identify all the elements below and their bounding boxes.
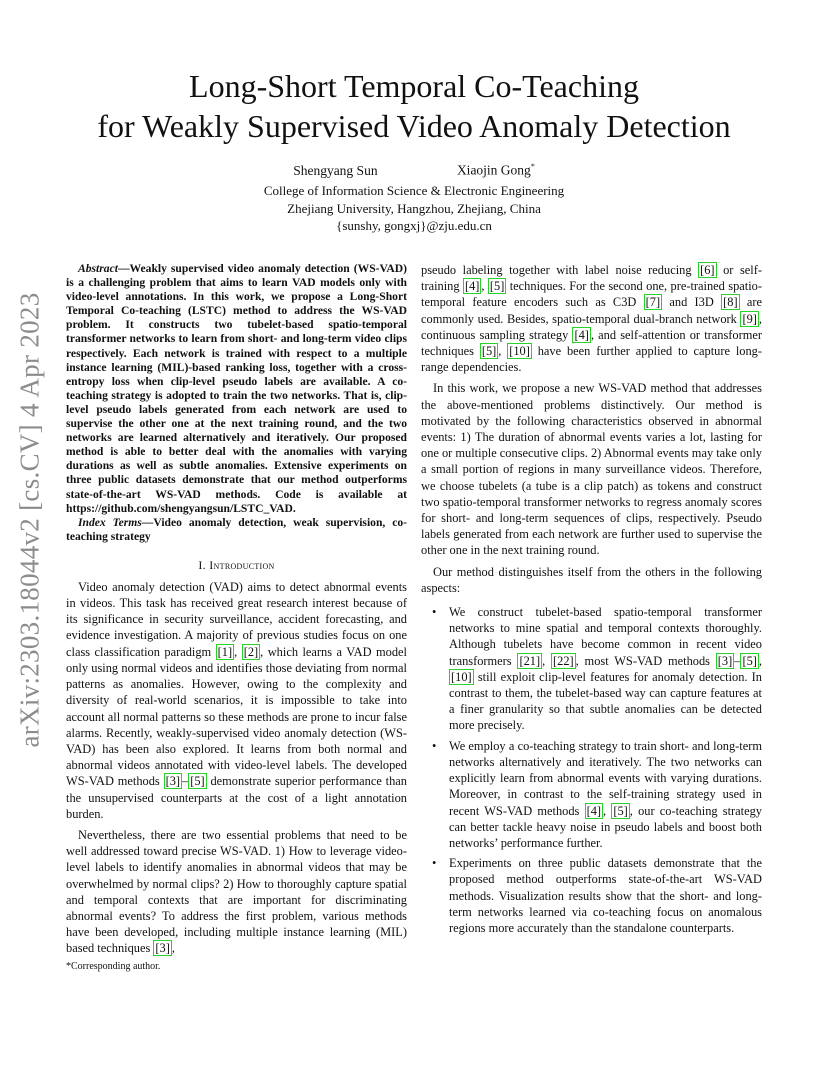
citation-link[interactable]: [5] [742, 653, 757, 668]
authors [60, 162, 768, 179]
right-paragraph-1: pseudo labeling together with label noise reducing [6] or self-training [4] , [5] techniques. For the second one, pre-trained spatio-temporal feature encoders such as C3D [7] and I3D [8] are commonly used. Besides, spatio-temporal dual-branch network [9] , continuous sampling strategy [4] , and self-attention or transformer techniques [5] , [10] have been further applied to capture long-range dependencies. [421, 263, 763, 375]
title-line-1: Long-Short Temporal Co-Teaching [189, 68, 639, 104]
list-item: • We construct tubelet-based spatio-temporal transformer networks to mine spatial and temporal contexts thoroughly. Although tubelets have become common in recent video transformers [21] , [22] , most WS-VAD methods [3] – [5] , [10] still exploit clip-level features for anomaly detection. In contrast to them, the tubelet-based way can capture features at a finer granularity so that subtle anomalies can be detected more precisely. [432, 605, 763, 733]
contribution-list [421, 604, 762, 936]
abstract: Abstract—Weakly supervised video anomaly detection (WS-VAD) is a challenging problem that aims to learn VAD models only with video-level annotations. In this work, we propose a Long-Short Temporal Co-teaching (LSTC) method to address the WS-VAD problem. It constructs two tubelet-based spatio-temporal transformer networks to learn from short- and long-term video clips respectively. Each network is trained with respect to a multiple instance learning (MIL)-based ranking loss, together with a cross-entropy loss when clip-level pseudo labels are available. A co-teaching strategy is adopted to train the two networks. That is, clip-level pseudo labels generated from each network are used to supervise the other one at the next training round, and the two networks are learned alternatively and iteratively. Our proposed method is able to better deal with the anomalies with varying durations as well as subtle anomalies. Extensive experiments on three public datasets demonstrate that our method outperforms state-of-the-art WS-VAD methods. Code is available at https://github.com/shengyangsun/LSTC_VAD. [66, 262, 407, 515]
title-line-2: for Weakly Supervised Video Anomaly Detection [97, 108, 731, 144]
citation-link[interactable]: [9] [742, 311, 757, 326]
section-heading: I. Introduction [198, 557, 275, 572]
citation-link[interactable]: [10] [509, 344, 530, 359]
right-paragraph-2: In this work, we propose a new WS-VAD method that addresses the above-mentioned problems distinctively. Our method is motivated by the following characteristics observed in abnormal events: 1) The duration of abnormal events varies a lot, lasting for one or multiple consecutive clips. 2) Abnormal events may take only a small portion of regions in many surveillance videos. Therefore, we choose tubelets (a tube is a clip patch) as tokens and construct two spatio-temporal transformer networks to regress anomaly scores for short- and long-term sequences of clips, respectively. Pseudo labels generated from each network are further used to supervise the other one in the next training round. [421, 381, 763, 558]
citation-link[interactable]: [2] [243, 644, 259, 659]
list-item: • We employ a co-teaching strategy to train short- and long-term networks alternatively and iteratively. The two networks can explicitly learn from abnormal events with varying durations. Moreover, in contrast to the self-training strategy used in recent WS-VAD methods [4] , [5] , our co-teaching strategy can better tackle heavy noise in pseudo labels and boost both networks’ performance further. [432, 738, 762, 850]
affiliation [60, 182, 768, 235]
list-item: • Experiments on three public datasets demonstrate that the proposed method outperforms state-of-the-art WS-VAD methods. Visualization results show that the short- and long-term networks learned via co-teaching focus on anomalous regions more accurately than the standalone counterparts. [432, 856, 762, 935]
citation-link[interactable]: [3] [717, 653, 733, 668]
citation-link[interactable]: [4] [464, 279, 480, 294]
citation-link[interactable]: [5] [190, 774, 205, 789]
index-terms: Index Terms—Video anomaly detection, weak supervision, co-teaching strategy [66, 515, 407, 543]
email: {sunshy, gongxj}@zju.edu.cn [336, 218, 492, 233]
citation-link[interactable]: [5] [489, 279, 505, 294]
citation-link[interactable]: [7] [645, 295, 661, 310]
citation-link[interactable]: [1] [217, 644, 233, 659]
abstract-label: Abstract [78, 262, 118, 275]
intro-paragraph-1: Video anomaly detection (VAD) aims to detect abnormal events in videos. This task has received great research interest because of its significance in security surveillance, accident forecasting, and evidence investigation. A majority of previous studies focus on one class classification paradigm [1] , [2] , which learns a VAD model only using normal videos and identifies those deviating from normal patterns as anomalies. However, owing to the complexity and diversity of real-world scenarios, it is impossible to take into account all normal patterns so these methods are prone to incur false alarms. Recently, weakly-supervised video anomaly detection (WS-VAD) has been also explored. It learns from both normal and abnormal videos annotated with video-level labels. The developed WS-VAD methods [3] – [5] demonstrate superior performance than the unsupervised counterparts at the cost of a light annotation burden. [66, 579, 407, 821]
author-2: Xiaojin Gong* [456, 162, 535, 178]
arxiv-stamp: arXiv:2303.18044v2 [cs.CV] 4 Apr 2023 [14, 292, 45, 748]
citation-link[interactable]: [3] [165, 774, 181, 789]
citation-link[interactable]: [10] [451, 669, 472, 684]
citation-link[interactable]: [5] [613, 803, 628, 818]
citation-link[interactable]: [6] [700, 263, 715, 277]
bullet-icon: • [432, 738, 437, 753]
citation-link[interactable]: [3] [155, 941, 170, 956]
right-paragraph-3: Our method distinguishes itself from the others in the following aspects: [421, 564, 762, 595]
affiliation-line-2: Zhejiang University, Hangzhou, Zhejiang, China [287, 200, 541, 216]
bullet-icon: • [432, 605, 437, 620]
left-column [66, 262, 407, 957]
citation-link[interactable]: [22] [553, 653, 574, 668]
footnote: *Corresponding author. [66, 961, 161, 972]
intro-paragraph-2: Nevertheless, there are two essential problems that need to be well addressed toward precise WS-VAD. 1) How to leverage video-level labels to identify anomalies in abnormal videos that may be overwhelmed by normal clips? 2) How to thoroughly capture spatial and temporal contexts that are important for discriminating abnormal events? To address the first problem, various methods have been developed, including multiple instance learning (MIL) based techniques [3] , [66, 827, 407, 956]
citation-link[interactable]: [4] [586, 803, 602, 818]
citation-link[interactable]: [8] [723, 295, 738, 310]
right-column [421, 262, 762, 940]
author-1: Shengyang Sun [293, 162, 378, 178]
bullet-icon: • [432, 856, 437, 871]
index-terms-label: Index Terms [78, 515, 142, 529]
citation-link[interactable]: [21] [519, 653, 541, 668]
citation-link[interactable]: [5] [481, 344, 497, 359]
paper-title [60, 66, 768, 146]
citation-link[interactable]: [4] [574, 327, 589, 342]
affiliation-line-1: College of Information Science & Electronic Engineering [263, 183, 565, 198]
